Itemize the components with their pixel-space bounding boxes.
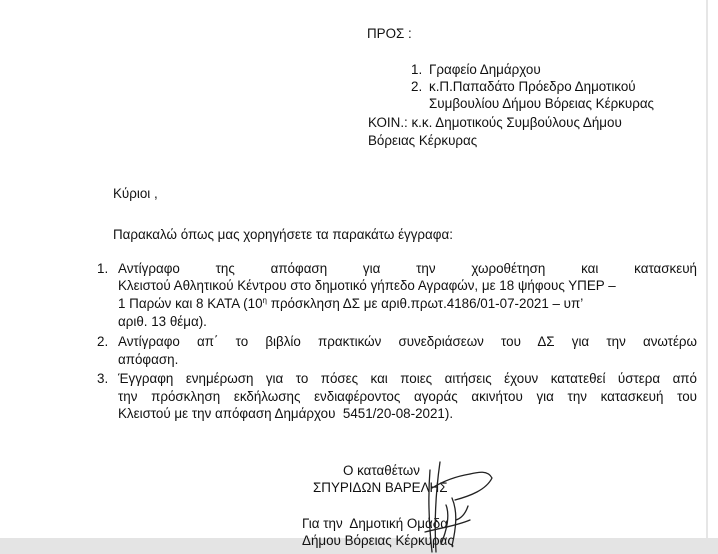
request-1-line3-start: 1 Παρών και 8 ΚΑΤΑ (10	[118, 296, 263, 311]
request-3-line2: την πρόσκληση εκδήλωσης ενδιαφέροντος αγοράς ακινήτου για την κατασκευή του	[118, 389, 697, 404]
request-1-line3-end: πρόσκληση ΔΣ με αριθ.πρωτ.4186/01-07-2021 – υπ’	[266, 296, 584, 311]
recipient-1-number: 1.	[411, 62, 423, 77]
salutation: Κύριοι ,	[113, 186, 158, 201]
request-2-line1: Αντίγραφο απ΄ το βιβλίο πρακτικών συνεδριάσεων του ΔΣ για την ανωτέρω	[118, 334, 697, 349]
signature-label: Ο καταθέτων	[343, 463, 420, 478]
intro-text: Παρακαλώ όπως μας χορηγήσετε τα παρακάτω έγγραφα:	[113, 227, 453, 242]
request-2-line2: απόφαση.	[118, 352, 179, 367]
request-1-line4: αριθ. 13 θέμα).	[118, 314, 207, 329]
request-3-line1: Έγγραφη ενημέρωση για το πόσες και ποιες αιτήσεις έχουν κατατεθεί ύστερα από	[118, 371, 697, 386]
request-3-line3: Κλειστού με την απόφαση Δημάρχου 5451/20-08-2021).	[118, 406, 454, 421]
request-1-number: 1.	[97, 261, 109, 276]
recipient-2-line1: κ.Π.Παπαδάτο Πρόεδρο Δημοτικού	[429, 79, 636, 94]
recipient-2-number: 2.	[411, 79, 423, 94]
recipient-1-text: Γραφείο Δημάρχου	[429, 62, 541, 77]
cc-line1: ΚΟΙΝ.: κ.κ. Δημοτικούς Συμβούλους Δήμου	[368, 115, 622, 130]
group-line2: Δήμου Βόρειας Κέρκυρας	[302, 533, 454, 548]
request-1-line2: Κλειστού Αθλητικού Κέντρου στο δημοτικό γήπεδο Αγραφών, με 18 ψήφους ΥΠΕΡ –	[118, 278, 616, 293]
group-line1: Για την Δημοτική Ομάδα	[302, 516, 448, 531]
cc-line2: Βόρειας Κέρκυρας	[368, 133, 478, 148]
request-1-line1: Αντίγραφο της απόφαση για την χωροθέτηση και κατασκευή	[118, 261, 697, 276]
signature-name: ΣΠΥΡΙΔΩΝ ΒΑΡΕΛΗΣ	[313, 480, 448, 495]
request-3-number: 3.	[97, 371, 109, 386]
request-2-number: 2.	[97, 334, 109, 349]
request-1-line3-superscript: η	[262, 296, 267, 305]
to-label: ΠΡΟΣ :	[367, 26, 412, 41]
recipient-2-line2: Συμβουλίου Δήμου Βόρειας Κέρκυρας	[429, 96, 655, 111]
